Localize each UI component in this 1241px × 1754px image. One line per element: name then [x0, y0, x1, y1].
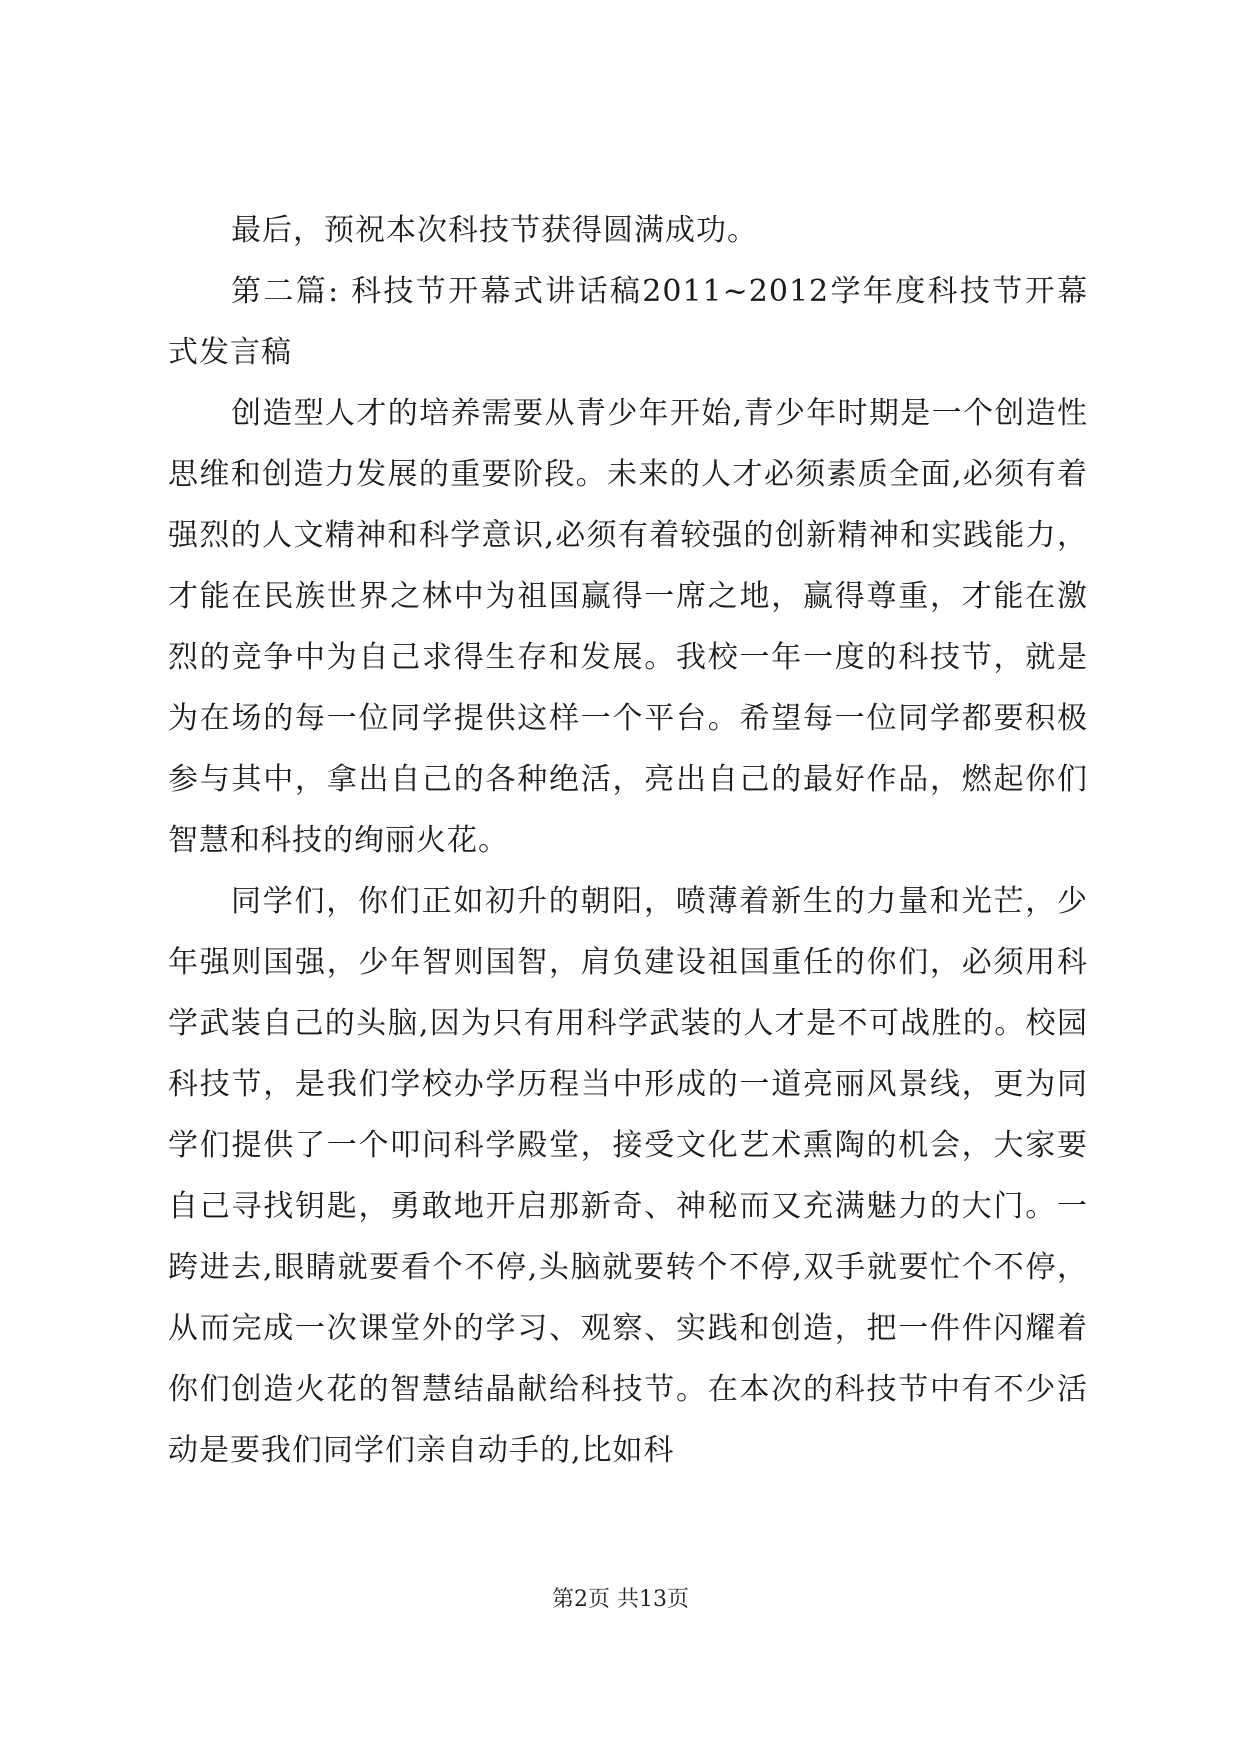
paragraph-section-title: 第二篇: 科技节开幕式讲话稿2011~2012学年度科技节开幕式发言稿 — [168, 274, 1088, 370]
paragraph-closing: 最后，预祝本次科技节获得圆满成功。 — [231, 213, 758, 248]
document-body — [168, 200, 1088, 1481]
paragraph-body-2: 同学们，你们正如初升的朝阳，喷薄着新生的力量和光芒，少年强则国强，少年智则国智，肩负建设祖国重任的你们，必须用科学武装自己的头脑,因为只有用科学武装的人才是不可战胜的。校园科技节，是我们学校办学历程当中形成的一道亮丽风景线，更为同学们提供了一个叩问科学殿堂，接受文化艺术熏陶的机会，大家要自己寻找钥匙，勇敢地开启那新奇、神秘而又充满魅力的大门。一跨进去,眼睛就要看个不停,头脑就要转个不停,双手就要忙个不停，从而完成一次课堂外的学习、观察、实践和创造，把一件件闪耀着你们创造火花的智慧结晶献给科技节。在本次的科技节中有不少活动是要我们同学们亲自动手的,比如科 — [168, 884, 1088, 1468]
page-number-footer: 第2页 共13页 — [552, 1587, 689, 1612]
paragraph-body-1: 创造型人才的培养需要从青少年开始,青少年时期是一个创造性思维和创造力发展的重要阶段。未来的人才必须素质全面,必须有着强烈的人文精神和科学意识,必须有着较强的创新精神和实践能力，才能在民族世界之林中为祖国赢得一席之地，赢得尊重，才能在激烈的竞争中为自己求得生存和发展。我校一年一度的科技节，就是为在场的每一位同学提供这样一个平台。希望每一位同学都要积极参与其中，拿出自己的各种绝活，亮出自己的最好作品，燃起你们智慧和科技的绚丽火花。 — [168, 396, 1088, 858]
